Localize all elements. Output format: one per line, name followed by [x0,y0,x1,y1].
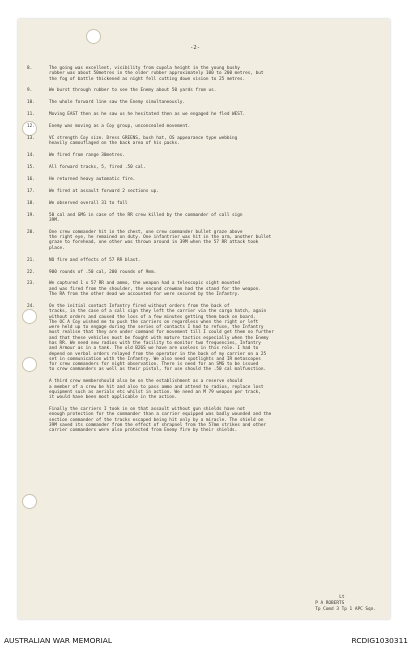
report-item [26,201,388,206]
report-item [26,112,388,117]
item-number: 13. [27,136,35,142]
item-text: He returned heavy automatic fire. [49,177,136,183]
item-text: The whole forward line saw the Enemy simultaneously. [49,100,185,106]
item-number: 24. [27,303,35,309]
item-text: Finally the carriers I took in on that assault without gun shields have not enough protection for the commander than a carrier equipped was badly wounded and the section commander of the tracks escaped being hit only by a miracle. The shield on 39M saved its commander from the effect of shrapnel from the 57mm strikes and other carrier commanders were also protected from Enemy fire by their shields. [49,407,272,434]
item-number: 14. [27,153,35,159]
footer-source: AUSTRALIAN WAR MEMORIAL [4,636,112,645]
item-number: 20. [27,229,35,235]
report-item [26,281,388,297]
item-text: On the initial contact Infantry fired without orders from the back of tracks, in the case of a call sign they left the carrier via the cargo hatch, again without orders and caused the loss of a few minutes getting them back on board. The OC A Coy wished me to push the carriers on regardless when the right or left were held up to engage during the series of contacts I had to refuse, the Infantry must realise that they are under command for movement till I could get them no further and that these vehicles must be fought with mature tactics especially when the Enemy has RR. We need new radios with the facility to monitor two frequencies, Infantry and Armour as in a tank. The old B26S we have are useless in this role. I had to depend on verbal orders relayed from the operator in the back of my carrier on a 25 set in communication with the Infantry. We also need spotlights and IR metascopes for crew commanders for night observation. There is need for an SMG to be issued to crew commanders as well as their pistol, for use should the .50 cal malfunction. [49,303,274,373]
report-item [26,124,388,129]
item-number: 16. [27,177,35,183]
report-item [26,213,388,224]
item-number: 8. [27,66,33,71]
item-text: We fired from range 30metres. [49,153,125,159]
report-item [26,165,388,170]
report-item [26,177,388,182]
report-items [26,66,388,440]
report-item [26,258,388,263]
report-item [26,189,388,194]
signature-unit: Tp Comd 3 Tp 1 APC Sqn. [315,607,376,612]
item-text: We captured 1 x 57 RR and ammo, the weapon had a telescopic sight mounted and was fired from the shoulder, the second crewman had the stand for the weapon. The RA from the other dead we accounted for were secured by the Infantry. [49,281,261,298]
item-text: Moving EAST then as he saw us he hesitated then as we engaged he fled WEST. [49,112,246,118]
document-page [18,19,390,619]
item-text: All forward tracks, 5, fired .50 cal. [49,165,146,171]
item-number: 23. [27,281,35,287]
item-number [26,407,49,433]
punch-hole [22,494,37,509]
report-item [26,230,388,251]
report-item [26,136,388,147]
report-item [26,88,388,93]
item-number [26,379,49,400]
item-number: 11. [27,112,35,118]
item-number: 9. [27,88,33,94]
report-item [26,304,388,373]
item-text: Enemy was moving as a Coy group, unconcealed movement. [49,124,191,130]
item-number: 17. [27,188,35,194]
report-item [26,379,388,400]
item-text: We observed overall 31 to fall [49,200,128,206]
item-text: A third crew membershould also be on the establishment as a reserve should a member of a crew be hit and also to pass ammo and attend to radios, replace lost equipment such as aerials etc whilst in action. We need an M 79 weapon per track, it would have been most applicable in the action. [49,379,264,401]
report-item [26,407,388,433]
report-item [26,100,388,105]
item-text: We fired at assault forward 2 sections up. [49,188,159,194]
item-text: The going was excellent, visibility from cupola height in the young bushy rubber was about 50metres in the older rubber approximately 100 to 200 metres, but the fog of battle thickened as night fell cutting down vision to 25 metres. [49,66,264,82]
item-number: 12. [27,124,35,130]
item-number: 19. [27,212,35,218]
item-number: 15. [27,165,35,171]
item-text: 50 cal and GMG in case of the RR crew killed by the commander of call sign 39M. [49,212,243,223]
report-item [26,270,388,275]
item-number: 21. [27,257,35,263]
item-number: 10. [27,100,35,106]
item-text: One crew commander hit in the chest, one crew commander bullet graze above the right eye, he remained on duty. One infantrier was hit in the arm, another bullet graze to forehead, one other was thrown around in 39M when the 57 RR attack took place. [49,229,272,251]
signature-block [315,595,376,613]
item-number: 22. [27,269,35,275]
signature-name: P A ROBERTS [315,601,345,606]
item-text: 900 rounds of .50 cal, 200 rounds of 9mm. [49,269,157,275]
report-item [26,66,388,82]
report-item [26,153,388,158]
punch-hole [86,29,101,44]
item-number: 18. [27,200,35,206]
archive-footer [0,624,414,654]
item-text: We burst through rubber to see the Enemy about 50 yards from us. [49,88,217,94]
item-text: NO fire and effects of 57 RR blast. [49,257,141,263]
page-number: -2- [190,45,201,51]
footer-reference: RCDIG1030311 [351,636,408,645]
signature-rank: Lt [339,595,345,600]
item-text: VC strength Coy size. Dress GREENS, bush hat, OS appearance type webbing heavily camouflaged on the back area of his packs. [49,136,238,147]
